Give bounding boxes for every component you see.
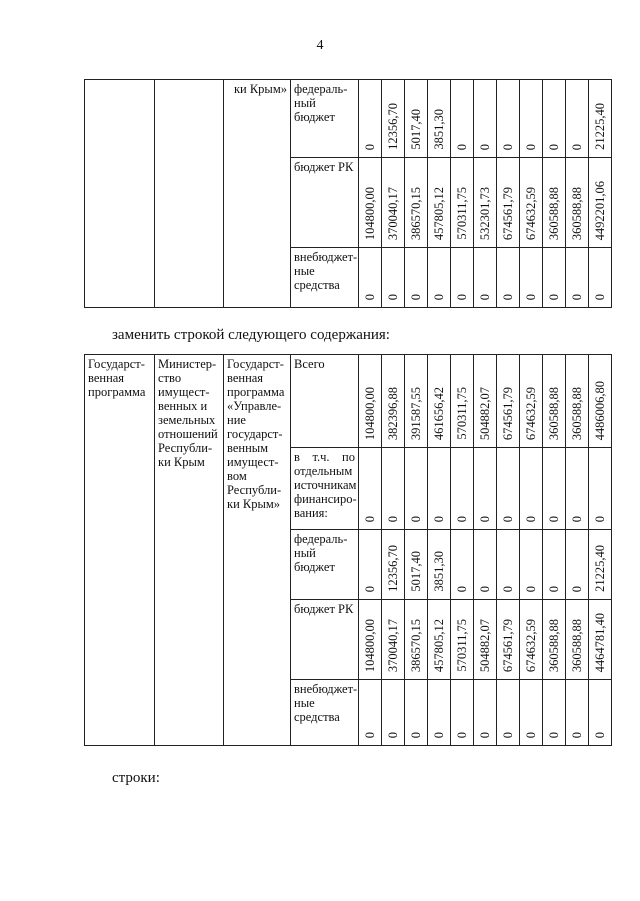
value-text: 0 <box>501 293 515 300</box>
row-label: федераль-ный бюджет <box>291 80 359 158</box>
value-cell <box>451 248 474 308</box>
value-text: 674561,79 <box>501 618 515 672</box>
value-cell <box>474 530 497 600</box>
value-cell <box>474 248 497 308</box>
value-cell <box>497 680 520 746</box>
value-text: 360588,88 <box>547 186 561 240</box>
value-cell <box>497 80 520 158</box>
value-cell <box>497 158 520 248</box>
value-cell <box>428 80 451 158</box>
value-cell <box>566 248 589 308</box>
value-text: 0 <box>524 515 538 522</box>
value-text: 0 <box>363 515 377 522</box>
value-text: 0 <box>455 731 469 738</box>
value-text: 0 <box>547 731 561 738</box>
cell-empty-b <box>155 80 224 308</box>
program-name-cell: Государст-венная программа «Управле-ние государст-венным имущест-вом Республи-ки Крым» <box>224 355 291 746</box>
table-row <box>85 80 612 158</box>
value-text: 0 <box>432 515 446 522</box>
program-name-cell: ки Крым» <box>224 80 291 308</box>
value-cell <box>497 355 520 448</box>
value-cell <box>589 530 612 600</box>
row-label: Всего <box>291 355 359 448</box>
value-cell <box>589 248 612 308</box>
value-cell <box>382 355 405 448</box>
value-text: 504882,07 <box>478 618 492 672</box>
value-text: 5017,40 <box>409 551 423 592</box>
value-cell <box>359 680 382 746</box>
value-cell <box>405 530 428 600</box>
value-text: 674561,79 <box>501 186 515 240</box>
value-cell <box>428 530 451 600</box>
value-cell <box>382 158 405 248</box>
value-cell <box>566 158 589 248</box>
value-cell <box>359 355 382 448</box>
value-cell <box>566 448 589 530</box>
value-cell <box>497 600 520 680</box>
program-type-cell: Государст-венная программа <box>85 355 155 746</box>
value-cell <box>382 530 405 600</box>
value-text: 0 <box>478 585 492 592</box>
value-text: 3851,30 <box>432 109 446 150</box>
value-text: 0 <box>478 731 492 738</box>
value-text: 5017,40 <box>409 109 423 150</box>
value-cell <box>359 158 382 248</box>
value-cell <box>405 80 428 158</box>
value-text: 461656,42 <box>432 386 446 440</box>
value-text: 0 <box>478 143 492 150</box>
value-text: 0 <box>547 143 561 150</box>
value-text: 391587,55 <box>409 386 423 440</box>
value-cell <box>428 158 451 248</box>
value-text: 21225,40 <box>593 545 607 592</box>
value-cell <box>566 530 589 600</box>
row-label: бюджет РК <box>291 600 359 680</box>
value-cell <box>382 680 405 746</box>
value-cell <box>451 80 474 158</box>
value-text: 0 <box>386 731 400 738</box>
value-cell <box>497 448 520 530</box>
value-cell <box>589 600 612 680</box>
value-text: 360588,88 <box>570 386 584 440</box>
value-text: 570311,75 <box>455 619 469 672</box>
budget-table-bottom <box>84 354 612 746</box>
value-cell <box>589 158 612 248</box>
value-cell <box>359 530 382 600</box>
value-text: 504882,07 <box>478 386 492 440</box>
value-text: 674632,59 <box>524 618 538 672</box>
value-cell <box>359 248 382 308</box>
value-text: 12356,70 <box>386 103 400 150</box>
row-label: в т.ч. по отдельным источникам финансиро-вания: <box>291 448 359 530</box>
value-cell <box>543 158 566 248</box>
value-text: 360588,88 <box>570 186 584 240</box>
value-text: 0 <box>547 585 561 592</box>
value-text: 0 <box>363 293 377 300</box>
value-cell <box>497 530 520 600</box>
row-label: бюджет РК <box>291 158 359 248</box>
value-text: 0 <box>432 731 446 738</box>
value-cell <box>405 248 428 308</box>
value-cell <box>428 448 451 530</box>
value-cell <box>405 355 428 448</box>
value-cell <box>451 530 474 600</box>
value-text: 104800,00 <box>363 386 377 440</box>
value-text: 0 <box>409 515 423 522</box>
value-text: 386570,15 <box>409 186 423 240</box>
value-text: 382396,88 <box>386 386 400 440</box>
value-text: 0 <box>363 731 377 738</box>
value-text: 0 <box>570 585 584 592</box>
value-cell <box>474 448 497 530</box>
row-label: федераль-ный бюджет <box>291 530 359 600</box>
value-text: 0 <box>547 515 561 522</box>
value-cell <box>589 448 612 530</box>
value-text: 570311,75 <box>455 387 469 440</box>
value-text: 0 <box>386 515 400 522</box>
value-cell <box>428 600 451 680</box>
value-text: 0 <box>455 585 469 592</box>
value-text: 0 <box>501 731 515 738</box>
value-cell <box>451 158 474 248</box>
value-text: 0 <box>524 143 538 150</box>
value-cell <box>405 680 428 746</box>
value-text: 0 <box>409 293 423 300</box>
value-cell <box>520 355 543 448</box>
cell-empty-a <box>85 80 155 308</box>
row-label: внебюджет-ные средства <box>291 680 359 746</box>
value-text: 674561,79 <box>501 386 515 440</box>
rows-label-text: строки: <box>112 770 160 786</box>
value-text: 360588,88 <box>547 618 561 672</box>
value-cell <box>451 448 474 530</box>
value-cell <box>474 80 497 158</box>
value-cell <box>566 80 589 158</box>
value-text: 0 <box>524 585 538 592</box>
value-cell <box>428 248 451 308</box>
value-text: 370040,17 <box>386 618 400 672</box>
value-cell <box>589 680 612 746</box>
value-cell <box>589 355 612 448</box>
value-cell <box>382 80 405 158</box>
value-cell <box>451 355 474 448</box>
value-cell <box>520 158 543 248</box>
table-row <box>85 355 612 448</box>
value-text: 370040,17 <box>386 186 400 240</box>
value-cell <box>520 680 543 746</box>
value-text: 0 <box>501 143 515 150</box>
value-cell <box>520 530 543 600</box>
value-text: 0 <box>593 515 607 522</box>
value-text: 674632,59 <box>524 386 538 440</box>
value-text: 0 <box>570 515 584 522</box>
value-text: 0 <box>455 515 469 522</box>
value-cell <box>382 600 405 680</box>
value-text: 0 <box>455 143 469 150</box>
value-cell <box>382 248 405 308</box>
value-text: 0 <box>593 731 607 738</box>
value-text: 21225,40 <box>593 103 607 150</box>
value-cell <box>474 680 497 746</box>
value-text: 0 <box>386 293 400 300</box>
value-text: 0 <box>524 731 538 738</box>
value-text: 0 <box>524 293 538 300</box>
value-cell <box>428 355 451 448</box>
value-cell <box>359 448 382 530</box>
value-text: 0 <box>547 293 561 300</box>
value-text: 0 <box>501 515 515 522</box>
value-text: 0 <box>570 731 584 738</box>
value-text: 0 <box>593 293 607 300</box>
value-cell <box>359 80 382 158</box>
value-cell <box>520 448 543 530</box>
value-text: 0 <box>570 293 584 300</box>
value-text: 3851,30 <box>432 551 446 592</box>
value-cell <box>474 600 497 680</box>
budget-table-top <box>84 79 612 308</box>
value-cell <box>405 600 428 680</box>
ministry-cell: Министер-ство имущест-венных и земельных отношений Республи-ки Крым <box>155 355 224 746</box>
replacement-intro-text: заменить строкой следующего содержания: <box>112 327 390 343</box>
value-cell <box>520 80 543 158</box>
value-text: 104800,00 <box>363 618 377 672</box>
value-cell <box>474 355 497 448</box>
value-cell <box>543 80 566 158</box>
value-cell <box>497 248 520 308</box>
value-cell <box>520 600 543 680</box>
value-cell <box>543 248 566 308</box>
page-number: 4 <box>316 38 324 53</box>
value-text: 0 <box>409 731 423 738</box>
value-cell <box>428 680 451 746</box>
value-text: 0 <box>478 293 492 300</box>
value-cell <box>543 600 566 680</box>
value-cell <box>543 448 566 530</box>
value-text: 0 <box>501 585 515 592</box>
value-text: 0 <box>363 143 377 150</box>
value-text: 104800,00 <box>363 186 377 240</box>
value-text: 4486006,80 <box>593 380 607 440</box>
value-text: 570311,75 <box>455 187 469 240</box>
value-cell <box>543 530 566 600</box>
value-text: 0 <box>432 293 446 300</box>
value-cell <box>405 158 428 248</box>
value-text: 532301,73 <box>478 186 492 240</box>
value-cell <box>451 680 474 746</box>
value-cell <box>589 80 612 158</box>
value-text: 0 <box>478 515 492 522</box>
value-text: 386570,15 <box>409 618 423 672</box>
value-text: 4492201,06 <box>593 180 607 240</box>
value-text: 457805,12 <box>432 186 446 240</box>
value-cell <box>451 600 474 680</box>
value-cell <box>474 158 497 248</box>
value-text: 360588,88 <box>570 618 584 672</box>
value-text: 360588,88 <box>547 386 561 440</box>
value-cell <box>543 355 566 448</box>
value-cell <box>405 448 428 530</box>
value-text: 674632,59 <box>524 186 538 240</box>
value-cell <box>382 448 405 530</box>
value-cell <box>520 248 543 308</box>
value-text: 0 <box>363 585 377 592</box>
value-text: 4464781,40 <box>593 612 607 672</box>
value-cell <box>359 600 382 680</box>
value-text: 0 <box>455 293 469 300</box>
value-cell <box>566 680 589 746</box>
value-text: 457805,12 <box>432 618 446 672</box>
value-cell <box>566 600 589 680</box>
value-cell <box>566 355 589 448</box>
value-text: 12356,70 <box>386 545 400 592</box>
value-text: 0 <box>570 143 584 150</box>
value-cell <box>543 680 566 746</box>
row-label: внебюджет-ные средства <box>291 248 359 308</box>
